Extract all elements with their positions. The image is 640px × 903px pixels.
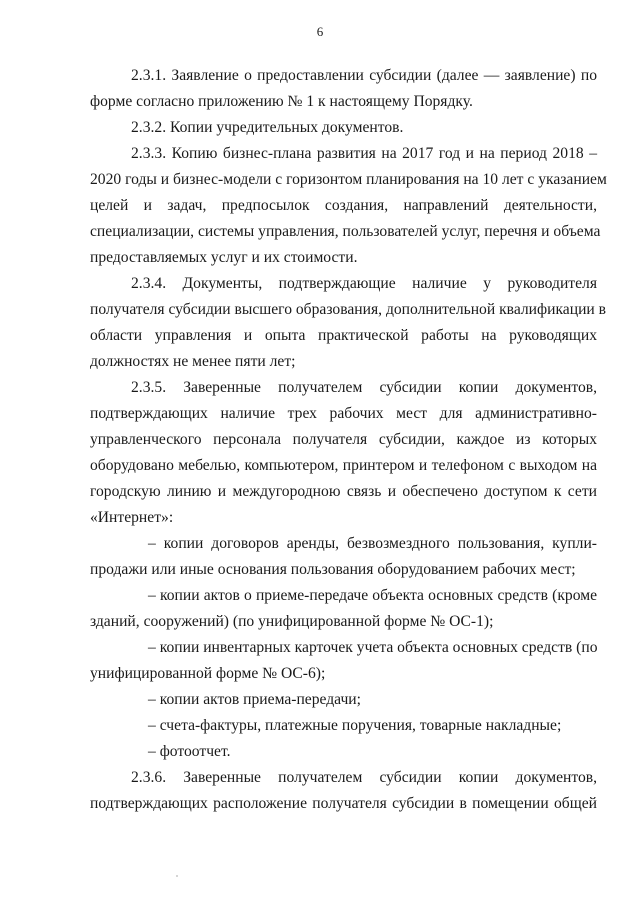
paragraph-2-3-3-line: специализации, системы управления, пользователей услуг, перечня и объема xyxy=(90,223,601,240)
paragraph-2-3-5-line: подтверждающих наличие трех рабочих мест для административно- xyxy=(90,405,597,422)
page-number: 6 xyxy=(316,24,324,39)
paragraph-2-3-3-line: 2.3.3. Копию бизнес-плана развития на 2017 год и на период 2018 – xyxy=(131,145,597,162)
list-item-line: – счета-фактуры, платежные поручения, товарные накладные; xyxy=(148,717,562,734)
list-item-line: – копии актов о приеме-передаче объекта основных средств (кроме xyxy=(148,587,597,604)
paragraph-2-3-6-line: 2.3.6. Заверенные получателем субсидии копии документов, xyxy=(131,769,597,786)
paragraph-2-3-3-line: 2020 годы и бизнес-модели с горизонтом планирования на 10 лет с указанием xyxy=(90,171,607,188)
paragraph-2-3-3-line: целей и задач, предпосылок создания, направлений деятельности, xyxy=(90,197,597,214)
paragraph-2-3-4-line: должностях не менее пяти лет; xyxy=(90,353,296,370)
paragraph-2-3-4-line: области управления и опыта практической работы на руководящих xyxy=(90,327,597,344)
paragraph-2-3-4-line: получателя субсидии высшего образования, дополнительной квалификации в xyxy=(90,301,607,318)
paragraph-2-3-5-line: 2.3.5. Заверенные получателем субсидии копии документов, xyxy=(131,379,597,396)
list-item-line: продажи или иные основания пользования оборудованием рабочих мест; xyxy=(90,561,576,578)
paragraph-2-3-2-line: 2.3.2. Копии учредительных документов. xyxy=(131,119,404,136)
paragraph-2-3-5-line: «Интернет»: xyxy=(90,509,174,526)
paragraph-2-3-3-line: предоставляемых услуг и их стоимости. xyxy=(90,249,358,266)
paragraph-2-3-4-line: 2.3.4. Документы, подтверждающие наличие у руководителя xyxy=(131,275,597,292)
list-item-line: – копии договоров аренды, безвозмездного пользования, купли- xyxy=(148,535,597,552)
scan-speck xyxy=(176,875,178,877)
paragraph-2-3-1-line: форме согласно приложению № 1 к настоящему Порядку. xyxy=(90,93,473,110)
paragraph-2-3-5-line: управленческого персонала получателя субсидии, каждое из которых xyxy=(90,431,597,448)
paragraph-2-3-6-line: подтверждающих расположение получателя субсидии в помещении общей xyxy=(90,795,597,812)
paragraph-2-3-1-line: 2.3.1. Заявление о предоставлении субсидии (далее — заявление) по xyxy=(131,67,597,84)
list-item-line: унифицированной форме № ОС-6); xyxy=(90,665,326,682)
list-item-line: – копии инвентарных карточек учета объекта основных средств (по xyxy=(148,639,598,656)
list-item-line: – фотоотчет. xyxy=(148,743,231,760)
paragraph-2-3-5-line: городскую линию и междугородною связь и обеспечено доступом к сети xyxy=(90,483,597,500)
paragraph-2-3-5-line: оборудовано мебелью, компьютером, принтером и телефоном с выходом на xyxy=(90,457,597,474)
list-item-line: – копии актов приема-передачи; xyxy=(148,691,361,708)
list-item-line: зданий, сооружений) (по унифицированной форме № ОС-1); xyxy=(90,613,494,630)
